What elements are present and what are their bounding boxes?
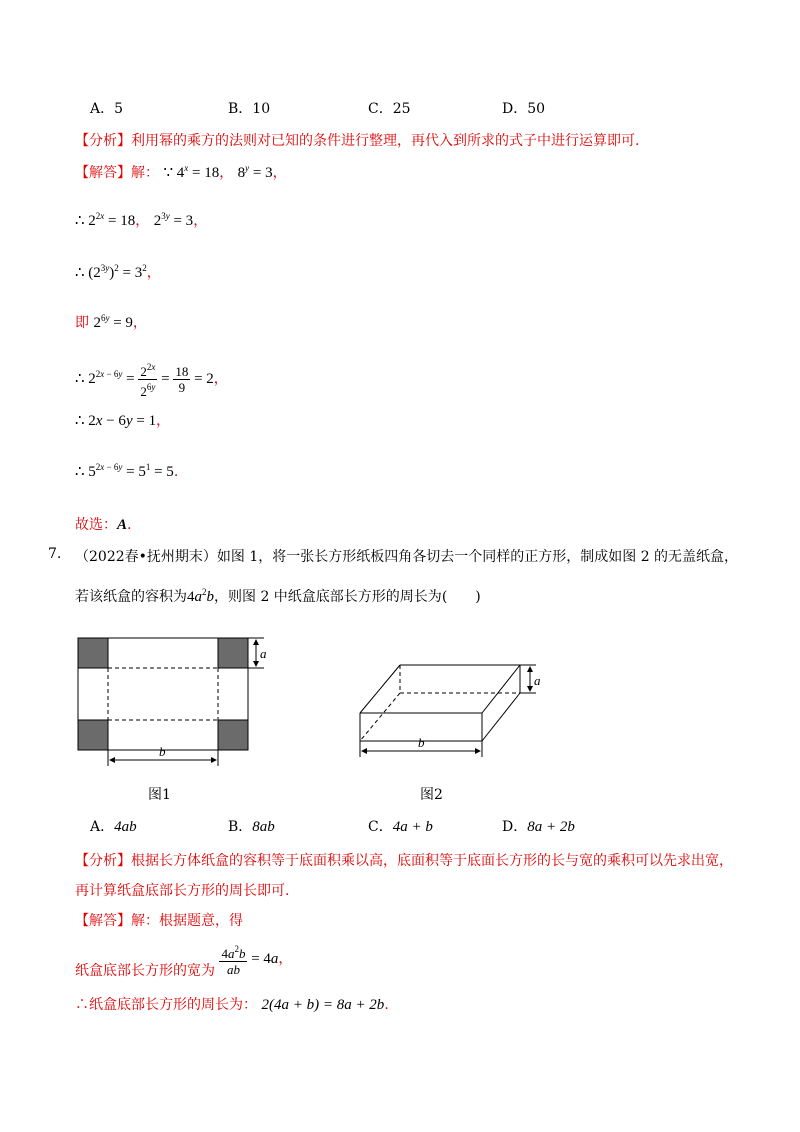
q7-width-line: 纸盒底部长方形的宽为 $\frac{4a^2b}{ab}$ = 4a， [75, 944, 293, 979]
analysis-tag: 【分析】 [75, 133, 131, 149]
fig1-corner [78, 720, 108, 750]
q6-option-c: C．25 [368, 101, 411, 117]
fraction: $\frac{18}{9}$ [175, 364, 189, 395]
fig1-caption: 图1 [148, 787, 171, 803]
fig1-label-b: b [159, 744, 166, 759]
q7-analysis: 【分析】根据长方体纸盒的容积等于底面积乘以高，底面积等于底面长方形的长与宽的乘积可以先求出宽， [75, 853, 733, 869]
fig1-corner [218, 638, 248, 668]
q6-step-4: ∴ $2^{2x - 6y}$ = $\frac{2^{2x}}{2^{6y}}$ = $\frac{18}{9}$ = 2， [75, 362, 228, 399]
q6-step-2: ∴ $(2^{3y})^2 = 3^2$， [75, 263, 161, 281]
q7-options [90, 816, 650, 838]
q6-option-b: B．10 [228, 101, 271, 117]
q7-analysis-line2: 再计算纸盒底部长方形的周长即可. [75, 883, 290, 899]
fig1-corner [78, 638, 108, 668]
q7-option-c: C．4a + b [368, 819, 433, 835]
fig2-label-a: a [534, 673, 541, 688]
fig2-caption: 图2 [420, 787, 443, 803]
analysis-tag: 【分析】 [75, 853, 131, 869]
answer-blank: ( ) [441, 589, 481, 605]
q7-option-d: D．8a + 2b [502, 819, 575, 835]
fig1-corner [218, 720, 248, 750]
q6-step-5: ∴ 2x − 6y = 1， [75, 413, 171, 429]
q7-stem-line1: （2022春•抚州期末）如图 1，将一张长方形纸板四角各切去一个同样的正方形，制成如图 2 的无盖纸盒， [75, 549, 739, 565]
q6-option-a: A．5 [90, 101, 124, 117]
q7-answer: 【解答】解：根据题意，得 [75, 913, 243, 929]
q7-stem-line2: 若该纸盒的容积为$4a^2b$，则图 2 中纸盒底部长方形的周长为( ) [75, 587, 481, 605]
q6-step-6: ∴ $5^{2x - 6y} = 5^1 = 5$. [75, 462, 179, 480]
answer-tag: 【解答】 [75, 165, 131, 181]
q7-perimeter-line: ∴纸盒底部长方形的周长为： 2(4a + b) = 8a + 2b. [75, 997, 389, 1013]
q6-choose: 故选：A. [75, 517, 132, 533]
q6-answer-line: 【解答】解： ∵ $4^x = 18$， $8^y = 3$， [75, 163, 287, 181]
fraction: $\frac{2^{2x}}{2^{6y}}$ [140, 362, 156, 399]
q6-step-3: 即 $2^{6y} = 9$， [75, 313, 147, 331]
q7-number: 7. [48, 546, 62, 562]
q6-option-d: D．50 [502, 101, 546, 117]
q6-analysis [75, 130, 639, 150]
fig1-label-a: a [260, 646, 267, 661]
analysis-text: 利用幂的乘方的法则对已知的条件进行整理，再代入到所求的式子中进行运算即可. [131, 133, 640, 149]
q7-option-b: B．8ab [228, 819, 275, 835]
figure-2 [350, 655, 550, 765]
answer-tag: 【解答】 [75, 913, 131, 929]
q7-source: （2022春•抚州期末） [75, 549, 217, 565]
q6-step-1: ∴ $2^{2x} = 18$， $2^{3y} = 3$， [75, 211, 208, 229]
fig2-label-b: b [418, 735, 425, 750]
q7-option-a: A．4ab [90, 819, 137, 835]
fraction: $\frac{4a^2b}{ab}$ [221, 944, 246, 977]
q6-options [90, 98, 650, 118]
figure-1 [70, 630, 290, 770]
